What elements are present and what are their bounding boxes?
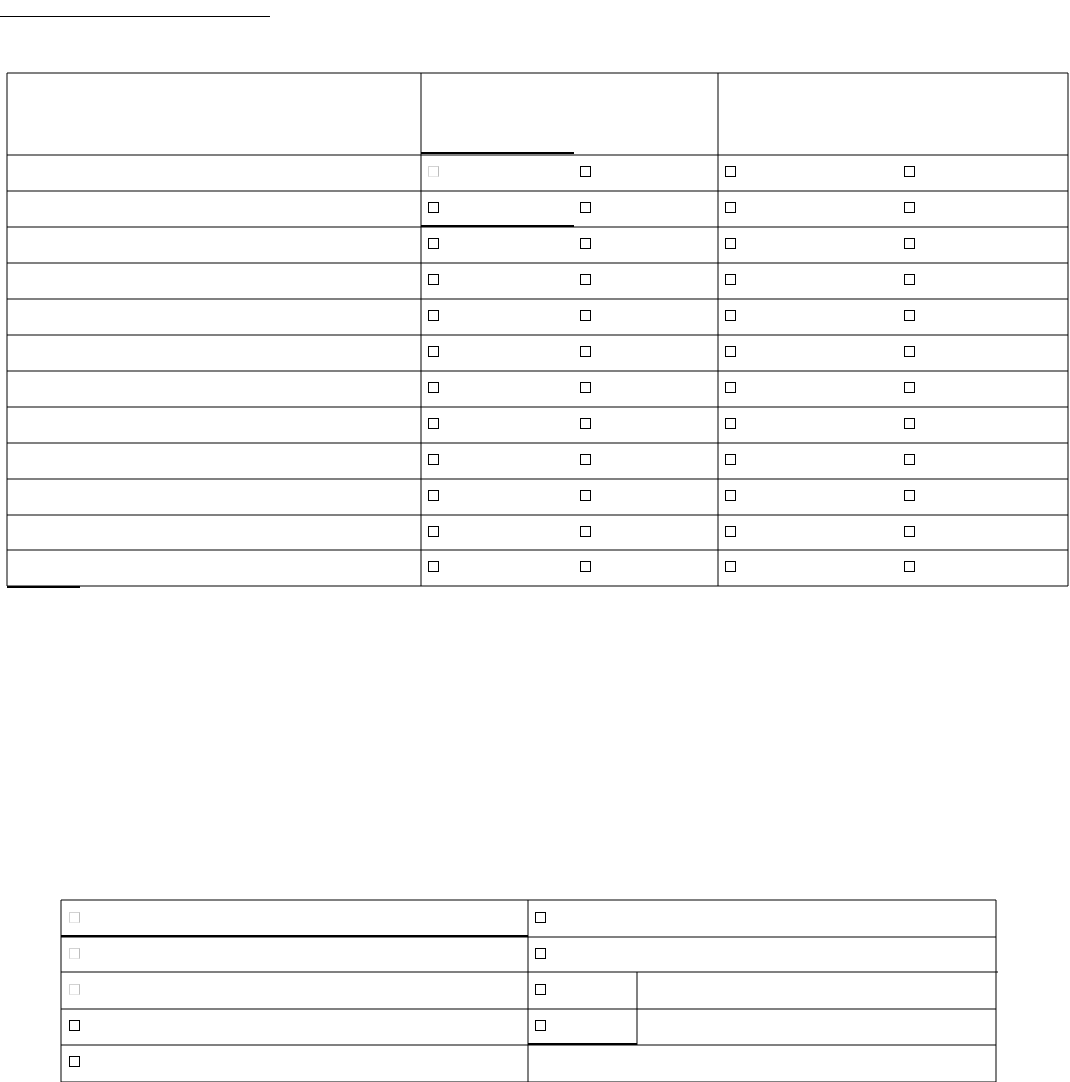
option-5-left-checkbox[interactable] xyxy=(69,1056,80,1067)
row-9-checkbox-2[interactable] xyxy=(580,454,591,465)
row-6-checkbox-2[interactable] xyxy=(580,346,591,357)
row-8-checkbox-4[interactable] xyxy=(904,418,915,429)
row-10-checkbox-4[interactable] xyxy=(904,490,915,501)
row-1-checkbox-2[interactable] xyxy=(580,166,591,177)
row-3-checkbox-2[interactable] xyxy=(580,238,591,249)
row-3-checkbox-1[interactable] xyxy=(428,238,439,249)
row-4-checkbox-2[interactable] xyxy=(580,274,591,285)
option-2-right-checkbox[interactable] xyxy=(535,948,546,959)
row-6-checkbox-4[interactable] xyxy=(904,346,915,357)
row-6-checkbox-1[interactable] xyxy=(428,346,439,357)
row-11-checkbox-3[interactable] xyxy=(725,526,736,537)
row-2-checkbox-3[interactable] xyxy=(725,202,736,213)
row-8-checkbox-3[interactable] xyxy=(725,418,736,429)
option-2-left-checkbox[interactable] xyxy=(69,948,80,959)
row-5-checkbox-4[interactable] xyxy=(904,310,915,321)
option-1-right-checkbox[interactable] xyxy=(535,912,546,923)
row-9-checkbox-1[interactable] xyxy=(428,454,439,465)
option-4-right-checkbox[interactable] xyxy=(535,1020,546,1031)
row-9-checkbox-3[interactable] xyxy=(725,454,736,465)
option-3-right-checkbox[interactable] xyxy=(535,984,546,995)
row-11-checkbox-2[interactable] xyxy=(580,526,591,537)
row-3-checkbox-3[interactable] xyxy=(725,238,736,249)
row-5-checkbox-2[interactable] xyxy=(580,310,591,321)
row-12-checkbox-2[interactable] xyxy=(580,561,591,572)
row-5-checkbox-1[interactable] xyxy=(428,310,439,321)
row-4-checkbox-4[interactable] xyxy=(904,274,915,285)
row-4-checkbox-3[interactable] xyxy=(725,274,736,285)
row-12-checkbox-4[interactable] xyxy=(904,561,915,572)
option-1-left-checkbox[interactable] xyxy=(69,912,80,923)
row-7-checkbox-4[interactable] xyxy=(904,382,915,393)
row-11-checkbox-4[interactable] xyxy=(904,526,915,537)
row-2-checkbox-1[interactable] xyxy=(428,202,439,213)
option-4-left-checkbox[interactable] xyxy=(69,1020,80,1031)
row-10-checkbox-2[interactable] xyxy=(580,490,591,501)
row-10-checkbox-3[interactable] xyxy=(725,490,736,501)
row-2-checkbox-2[interactable] xyxy=(580,202,591,213)
row-1-checkbox-4[interactable] xyxy=(904,166,915,177)
row-10-checkbox-1[interactable] xyxy=(428,490,439,501)
row-9-checkbox-4[interactable] xyxy=(904,454,915,465)
row-7-checkbox-1[interactable] xyxy=(428,382,439,393)
option-3-left-checkbox[interactable] xyxy=(69,984,80,995)
row-4-checkbox-1[interactable] xyxy=(428,274,439,285)
row-11-checkbox-1[interactable] xyxy=(428,526,439,537)
row-3-checkbox-4[interactable] xyxy=(904,238,915,249)
row-2-checkbox-4[interactable] xyxy=(904,202,915,213)
row-12-checkbox-1[interactable] xyxy=(428,561,439,572)
row-6-checkbox-3[interactable] xyxy=(725,346,736,357)
row-1-checkbox-1[interactable] xyxy=(428,166,439,177)
row-8-checkbox-2[interactable] xyxy=(580,418,591,429)
row-12-checkbox-3[interactable] xyxy=(725,561,736,572)
row-7-checkbox-2[interactable] xyxy=(580,382,591,393)
row-5-checkbox-3[interactable] xyxy=(725,310,736,321)
row-8-checkbox-1[interactable] xyxy=(428,418,439,429)
row-7-checkbox-3[interactable] xyxy=(725,382,736,393)
row-1-checkbox-3[interactable] xyxy=(725,166,736,177)
